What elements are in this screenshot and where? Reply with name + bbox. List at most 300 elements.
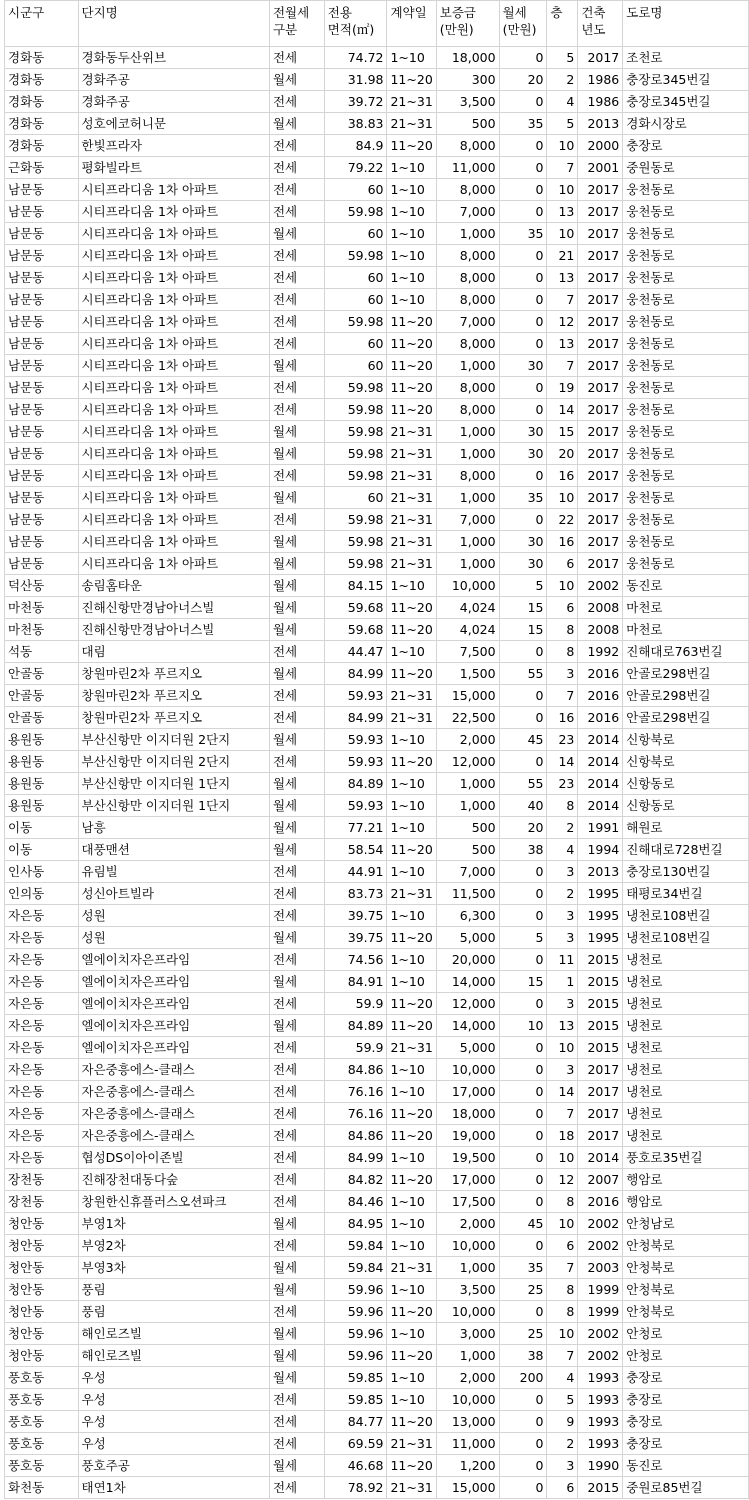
cell-deposit: 1,200 — [436, 1455, 499, 1477]
cell-road-name: 냉천로 — [623, 1081, 749, 1103]
cell-rent-type: 월세 — [269, 927, 324, 949]
cell-area: 84.86 — [324, 1125, 387, 1147]
cell-area: 60 — [324, 333, 387, 355]
cell-area: 77.21 — [324, 817, 387, 839]
cell-area: 58.54 — [324, 839, 387, 861]
cell-floor: 23 — [547, 773, 578, 795]
cell-contract-day: 21~31 — [387, 91, 436, 113]
cell-contract-day: 11~20 — [387, 69, 436, 91]
cell-monthly-rent: 20 — [499, 69, 547, 91]
cell-road-name: 냉천로 — [623, 993, 749, 1015]
cell-area: 84.99 — [324, 663, 387, 685]
cell-monthly-rent: 0 — [499, 1081, 547, 1103]
table-row — [5, 1411, 749, 1433]
cell-floor: 14 — [547, 399, 578, 421]
table-row — [5, 861, 749, 883]
table-row — [5, 179, 749, 201]
cell-road-name: 웅천동로 — [623, 377, 749, 399]
cell-floor: 4 — [547, 839, 578, 861]
cell-deposit: 1,000 — [436, 223, 499, 245]
cell-road-name: 웅천동로 — [623, 509, 749, 531]
cell-monthly-rent: 30 — [499, 553, 547, 575]
cell-build-year: 2002 — [578, 1235, 623, 1257]
cell-rent-type: 월세 — [269, 663, 324, 685]
cell-build-year: 2017 — [578, 311, 623, 333]
cell-floor: 7 — [547, 685, 578, 707]
cell-build-year: 2013 — [578, 113, 623, 135]
cell-district: 남문동 — [5, 553, 79, 575]
cell-contract-day: 21~31 — [387, 553, 436, 575]
cell-build-year: 1999 — [578, 1279, 623, 1301]
cell-deposit: 6,300 — [436, 905, 499, 927]
cell-complex-name: 부산신항만 이지더원 2단지 — [78, 729, 269, 751]
cell-build-year: 2017 — [578, 355, 623, 377]
cell-floor: 7 — [547, 1103, 578, 1125]
cell-rent-type: 전세 — [269, 157, 324, 179]
cell-complex-name: 시티프라디움 1차 아파트 — [78, 311, 269, 333]
cell-floor: 12 — [547, 1169, 578, 1191]
cell-complex-name: 경화주공 — [78, 91, 269, 113]
cell-area: 59.85 — [324, 1389, 387, 1411]
cell-build-year: 2014 — [578, 773, 623, 795]
cell-rent-type: 전세 — [269, 993, 324, 1015]
cell-deposit: 1,000 — [436, 773, 499, 795]
cell-complex-name: 송림홈타운 — [78, 575, 269, 597]
cell-district: 남문동 — [5, 289, 79, 311]
cell-monthly-rent: 0 — [499, 1169, 547, 1191]
cell-deposit: 17,000 — [436, 1169, 499, 1191]
cell-area: 39.75 — [324, 927, 387, 949]
cell-contract-day: 21~31 — [387, 1037, 436, 1059]
cell-complex-name: 성원 — [78, 905, 269, 927]
cell-monthly-rent: 0 — [499, 861, 547, 883]
cell-monthly-rent: 0 — [499, 1477, 547, 1499]
cell-district: 남문동 — [5, 223, 79, 245]
cell-complex-name: 우성 — [78, 1367, 269, 1389]
cell-build-year: 2017 — [578, 399, 623, 421]
cell-contract-day: 1~10 — [387, 817, 436, 839]
cell-deposit: 8,000 — [436, 399, 499, 421]
cell-monthly-rent: 0 — [499, 707, 547, 729]
cell-complex-name: 진해신항만경남아너스빌 — [78, 597, 269, 619]
cell-build-year: 2017 — [578, 333, 623, 355]
cell-complex-name: 엘에이치자은프라임 — [78, 1037, 269, 1059]
cell-floor: 8 — [547, 795, 578, 817]
cell-deposit: 15,000 — [436, 685, 499, 707]
cell-road-name: 냉천로 — [623, 1103, 749, 1125]
cell-area: 59.68 — [324, 597, 387, 619]
cell-complex-name: 유림빌 — [78, 861, 269, 883]
cell-deposit: 2,000 — [436, 1213, 499, 1235]
column-header-monthly-rent — [499, 1, 547, 47]
cell-deposit: 18,000 — [436, 47, 499, 69]
cell-build-year: 2017 — [578, 201, 623, 223]
cell-monthly-rent: 5 — [499, 927, 547, 949]
cell-build-year: 2017 — [578, 47, 623, 69]
cell-district: 남문동 — [5, 487, 79, 509]
cell-monthly-rent: 40 — [499, 795, 547, 817]
cell-deposit: 19,500 — [436, 1147, 499, 1169]
cell-area: 59.84 — [324, 1257, 387, 1279]
cell-rent-type: 전세 — [269, 1235, 324, 1257]
cell-district: 풍호동 — [5, 1389, 79, 1411]
cell-road-name: 웅천동로 — [623, 399, 749, 421]
table-row — [5, 1037, 749, 1059]
cell-area: 84.99 — [324, 707, 387, 729]
table-row — [5, 1169, 749, 1191]
cell-monthly-rent: 0 — [499, 641, 547, 663]
table-row — [5, 1389, 749, 1411]
column-header-line: 보증금 — [439, 5, 477, 20]
cell-complex-name: 자은중흥에스-클래스 — [78, 1125, 269, 1147]
cell-build-year: 2017 — [578, 377, 623, 399]
cell-floor: 8 — [547, 1301, 578, 1323]
cell-district: 덕산동 — [5, 575, 79, 597]
column-header-complex-name — [78, 1, 269, 47]
cell-district: 자은동 — [5, 1081, 79, 1103]
cell-deposit: 7,000 — [436, 509, 499, 531]
cell-road-name: 냉천로108번길 — [623, 905, 749, 927]
cell-rent-type: 전세 — [269, 751, 324, 773]
cell-deposit: 2,000 — [436, 729, 499, 751]
cell-monthly-rent: 15 — [499, 971, 547, 993]
cell-rent-type: 전세 — [269, 1081, 324, 1103]
cell-floor: 15 — [547, 421, 578, 443]
cell-district: 남문동 — [5, 179, 79, 201]
cell-rent-type: 전세 — [269, 1433, 324, 1455]
column-header-line: 년도 — [581, 22, 606, 37]
cell-rent-type: 전세 — [269, 707, 324, 729]
cell-floor: 7 — [547, 289, 578, 311]
cell-complex-name: 성원 — [78, 927, 269, 949]
table-row — [5, 487, 749, 509]
cell-district: 경화동 — [5, 135, 79, 157]
table-row — [5, 597, 749, 619]
cell-road-name: 신항동로 — [623, 795, 749, 817]
cell-build-year: 2002 — [578, 1323, 623, 1345]
cell-complex-name: 시티프라디움 1차 아파트 — [78, 465, 269, 487]
cell-road-name: 안청북로 — [623, 1257, 749, 1279]
cell-district: 용원동 — [5, 773, 79, 795]
cell-district: 남문동 — [5, 311, 79, 333]
cell-monthly-rent: 55 — [499, 773, 547, 795]
table-row — [5, 465, 749, 487]
cell-road-name: 냉천로 — [623, 971, 749, 993]
cell-complex-name: 시티프라디움 1차 아파트 — [78, 399, 269, 421]
cell-build-year: 2015 — [578, 1037, 623, 1059]
cell-rent-type: 월세 — [269, 817, 324, 839]
cell-contract-day: 11~20 — [387, 993, 436, 1015]
cell-road-name: 충장로 — [623, 1411, 749, 1433]
cell-area: 60 — [324, 487, 387, 509]
cell-area: 59.96 — [324, 1279, 387, 1301]
cell-district: 청안동 — [5, 1323, 79, 1345]
cell-rent-type: 월세 — [269, 1323, 324, 1345]
cell-road-name: 신항북로 — [623, 751, 749, 773]
cell-deposit: 1,000 — [436, 487, 499, 509]
cell-floor: 5 — [547, 1389, 578, 1411]
cell-monthly-rent: 15 — [499, 597, 547, 619]
cell-monthly-rent: 0 — [499, 509, 547, 531]
cell-monthly-rent: 10 — [499, 1015, 547, 1037]
cell-district: 남문동 — [5, 421, 79, 443]
cell-build-year: 2015 — [578, 949, 623, 971]
cell-monthly-rent: 0 — [499, 201, 547, 223]
cell-rent-type: 월세 — [269, 421, 324, 443]
cell-rent-type: 월세 — [269, 1345, 324, 1367]
cell-area: 84.95 — [324, 1213, 387, 1235]
header-row — [5, 1, 749, 47]
table-row — [5, 883, 749, 905]
cell-complex-name: 부영3차 — [78, 1257, 269, 1279]
cell-rent-type: 월세 — [269, 1213, 324, 1235]
cell-floor: 4 — [547, 91, 578, 113]
cell-build-year: 2002 — [578, 1345, 623, 1367]
cell-monthly-rent: 45 — [499, 1213, 547, 1235]
cell-deposit: 20,000 — [436, 949, 499, 971]
table-row — [5, 553, 749, 575]
table-row — [5, 1323, 749, 1345]
cell-road-name: 태평로34번길 — [623, 883, 749, 905]
cell-district: 청안동 — [5, 1301, 79, 1323]
cell-deposit: 500 — [436, 113, 499, 135]
cell-area: 84.9 — [324, 135, 387, 157]
table-row — [5, 971, 749, 993]
table-header — [5, 1, 749, 47]
cell-rent-type: 월세 — [269, 443, 324, 465]
cell-area: 76.16 — [324, 1103, 387, 1125]
cell-deposit: 1,000 — [436, 795, 499, 817]
cell-build-year: 2003 — [578, 1257, 623, 1279]
cell-floor: 1 — [547, 971, 578, 993]
table-row — [5, 1191, 749, 1213]
cell-monthly-rent: 0 — [499, 1301, 547, 1323]
cell-contract-day: 1~10 — [387, 245, 436, 267]
cell-build-year: 2017 — [578, 553, 623, 575]
cell-road-name: 웅천동로 — [623, 531, 749, 553]
cell-build-year: 2017 — [578, 267, 623, 289]
cell-rent-type: 월세 — [269, 839, 324, 861]
cell-area: 59.9 — [324, 1037, 387, 1059]
cell-complex-name: 부영2차 — [78, 1235, 269, 1257]
cell-road-name: 동진로 — [623, 575, 749, 597]
cell-district: 자은동 — [5, 1125, 79, 1147]
cell-floor: 4 — [547, 1367, 578, 1389]
cell-deposit: 1,000 — [436, 1257, 499, 1279]
cell-district: 인사동 — [5, 861, 79, 883]
cell-floor: 19 — [547, 377, 578, 399]
cell-contract-day: 21~31 — [387, 531, 436, 553]
cell-road-name: 웅천동로 — [623, 245, 749, 267]
cell-district: 풍호동 — [5, 1433, 79, 1455]
cell-road-name: 웅천동로 — [623, 223, 749, 245]
cell-contract-day: 1~10 — [387, 1323, 436, 1345]
cell-complex-name: 시티프라디움 1차 아파트 — [78, 531, 269, 553]
cell-monthly-rent: 25 — [499, 1323, 547, 1345]
cell-area: 84.89 — [324, 773, 387, 795]
cell-rent-type: 월세 — [269, 1279, 324, 1301]
cell-road-name: 신항동로 — [623, 773, 749, 795]
table-row — [5, 839, 749, 861]
cell-build-year: 1995 — [578, 927, 623, 949]
cell-district: 남문동 — [5, 465, 79, 487]
cell-deposit: 1,000 — [436, 355, 499, 377]
cell-complex-name: 평화빌라트 — [78, 157, 269, 179]
cell-monthly-rent: 35 — [499, 223, 547, 245]
table-row — [5, 575, 749, 597]
cell-rent-type: 월세 — [269, 553, 324, 575]
table-row — [5, 399, 749, 421]
cell-area: 59.68 — [324, 619, 387, 641]
cell-road-name: 안골로298번길 — [623, 663, 749, 685]
cell-monthly-rent: 0 — [499, 1037, 547, 1059]
cell-district: 자은동 — [5, 1059, 79, 1081]
table-row — [5, 91, 749, 113]
cell-rent-type: 전세 — [269, 201, 324, 223]
cell-rent-type: 전세 — [269, 399, 324, 421]
cell-district: 청안동 — [5, 1235, 79, 1257]
cell-contract-day: 11~20 — [387, 1125, 436, 1147]
cell-road-name: 웅천동로 — [623, 553, 749, 575]
cell-district: 용원동 — [5, 751, 79, 773]
cell-road-name: 웅천동로 — [623, 289, 749, 311]
cell-area: 59.98 — [324, 531, 387, 553]
cell-build-year: 2016 — [578, 707, 623, 729]
cell-floor: 10 — [547, 1147, 578, 1169]
cell-floor: 6 — [547, 553, 578, 575]
cell-floor: 3 — [547, 861, 578, 883]
cell-monthly-rent: 0 — [499, 751, 547, 773]
cell-floor: 7 — [547, 1257, 578, 1279]
cell-area: 59.98 — [324, 377, 387, 399]
cell-rent-type: 전세 — [269, 641, 324, 663]
cell-area: 59.93 — [324, 685, 387, 707]
cell-floor: 6 — [547, 597, 578, 619]
cell-contract-day: 1~10 — [387, 201, 436, 223]
cell-road-name: 조천로 — [623, 47, 749, 69]
cell-complex-name: 엘에이치자은프라임 — [78, 993, 269, 1015]
cell-rent-type: 전세 — [269, 311, 324, 333]
table-row — [5, 1477, 749, 1499]
cell-floor: 20 — [547, 443, 578, 465]
cell-build-year: 1993 — [578, 1433, 623, 1455]
cell-area: 59.98 — [324, 553, 387, 575]
cell-district: 남문동 — [5, 443, 79, 465]
cell-monthly-rent: 30 — [499, 443, 547, 465]
cell-monthly-rent: 0 — [499, 1059, 547, 1081]
cell-monthly-rent: 15 — [499, 619, 547, 641]
cell-complex-name: 엘에이치자은프라임 — [78, 949, 269, 971]
column-header-line: 시군구 — [8, 5, 45, 20]
table-row — [5, 1125, 749, 1147]
cell-contract-day: 11~20 — [387, 751, 436, 773]
cell-contract-day: 1~10 — [387, 971, 436, 993]
cell-monthly-rent: 45 — [499, 729, 547, 751]
cell-build-year: 2017 — [578, 1081, 623, 1103]
cell-floor: 2 — [547, 1433, 578, 1455]
cell-floor: 3 — [547, 927, 578, 949]
cell-build-year: 1999 — [578, 1301, 623, 1323]
table-row — [5, 333, 749, 355]
cell-monthly-rent: 0 — [499, 311, 547, 333]
cell-district: 남문동 — [5, 333, 79, 355]
cell-complex-name: 시티프라디움 1차 아파트 — [78, 179, 269, 201]
cell-monthly-rent: 30 — [499, 421, 547, 443]
cell-deposit: 12,000 — [436, 751, 499, 773]
cell-road-name: 웅천동로 — [623, 421, 749, 443]
column-header-build-year — [578, 1, 623, 47]
cell-district: 이동 — [5, 817, 79, 839]
cell-district: 남문동 — [5, 509, 79, 531]
table-row — [5, 289, 749, 311]
cell-district: 마천동 — [5, 597, 79, 619]
cell-monthly-rent: 0 — [499, 1103, 547, 1125]
table-row — [5, 157, 749, 179]
cell-build-year: 2002 — [578, 575, 623, 597]
table-row — [5, 47, 749, 69]
table-row — [5, 905, 749, 927]
cell-rent-type: 월세 — [269, 223, 324, 245]
cell-monthly-rent: 25 — [499, 1279, 547, 1301]
cell-floor: 10 — [547, 223, 578, 245]
cell-rent-type: 전세 — [269, 333, 324, 355]
column-header-district — [5, 1, 79, 47]
cell-build-year: 1990 — [578, 1455, 623, 1477]
cell-area: 59.93 — [324, 795, 387, 817]
cell-build-year: 2016 — [578, 1191, 623, 1213]
cell-road-name: 충장로 — [623, 1433, 749, 1455]
cell-floor: 7 — [547, 1345, 578, 1367]
cell-build-year: 2017 — [578, 443, 623, 465]
cell-rent-type: 월세 — [269, 1015, 324, 1037]
cell-complex-name: 창원마린2차 푸르지오 — [78, 685, 269, 707]
cell-road-name: 웅천동로 — [623, 443, 749, 465]
cell-floor: 2 — [547, 817, 578, 839]
cell-road-name: 냉천로 — [623, 949, 749, 971]
cell-monthly-rent: 38 — [499, 839, 547, 861]
cell-complex-name: 시티프라디움 1차 아파트 — [78, 201, 269, 223]
cell-complex-name: 우성 — [78, 1433, 269, 1455]
table-row — [5, 949, 749, 971]
cell-district: 청안동 — [5, 1257, 79, 1279]
cell-contract-day: 11~20 — [387, 839, 436, 861]
cell-monthly-rent: 0 — [499, 157, 547, 179]
cell-build-year: 1992 — [578, 641, 623, 663]
cell-deposit: 7,000 — [436, 311, 499, 333]
cell-area: 31.98 — [324, 69, 387, 91]
column-header-contract-day — [387, 1, 436, 47]
cell-contract-day: 11~20 — [387, 1345, 436, 1367]
cell-rent-type: 전세 — [269, 1389, 324, 1411]
cell-rent-type: 전세 — [269, 905, 324, 927]
cell-contract-day: 1~10 — [387, 47, 436, 69]
cell-complex-name: 부영1차 — [78, 1213, 269, 1235]
cell-complex-name: 시티프라디움 1차 아파트 — [78, 421, 269, 443]
table-row — [5, 663, 749, 685]
cell-area: 39.75 — [324, 905, 387, 927]
cell-road-name: 냉천로108번길 — [623, 927, 749, 949]
cell-rent-type: 월세 — [269, 1367, 324, 1389]
table-row — [5, 223, 749, 245]
cell-monthly-rent: 0 — [499, 1191, 547, 1213]
cell-floor: 23 — [547, 729, 578, 751]
cell-monthly-rent: 0 — [499, 883, 547, 905]
cell-contract-day: 11~20 — [387, 619, 436, 641]
cell-build-year: 2017 — [578, 245, 623, 267]
cell-contract-day: 21~31 — [387, 883, 436, 905]
cell-road-name: 냉천로 — [623, 1125, 749, 1147]
cell-deposit: 1,000 — [436, 443, 499, 465]
